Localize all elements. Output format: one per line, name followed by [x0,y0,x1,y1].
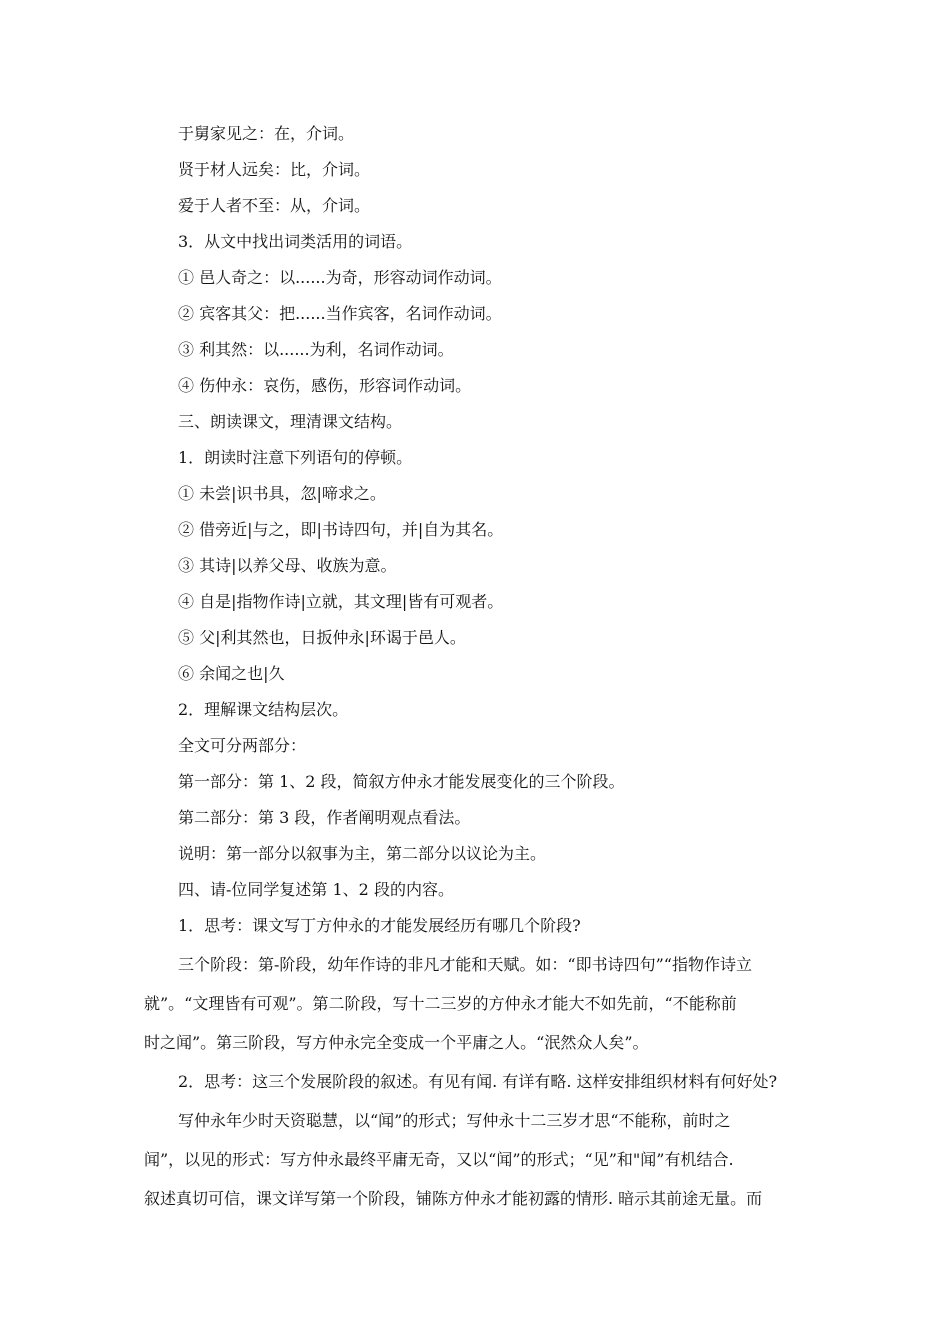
text-line: 第一部分：第 1、2 段，简叙方仲永才能发展变化的三个阶段。 [178,772,625,791]
text-line: 爱于人者不至：从，介词。 [178,196,371,215]
text-line: ① 未尝|识书具，忽|啼求之。 [178,484,386,503]
text-line: 2．理解课文结构层次。 [178,700,349,719]
paragraph-line: 写仲永年少时天资聪慧，以“闻”的形式；写仲永十二三岁才思“不能称，前时之 [178,1111,731,1130]
text-line: ⑥ 余闻之也|久 [178,664,285,683]
text-line: 第二部分：第 3 段，作者阐明观点看法。 [178,808,471,827]
paragraph-line: 就”。“文理皆有可观”。第二阶段，写十二三岁的方仲永才能大不如先前，“不能称前 [144,994,737,1013]
text-line: 说明：第一部分以叙事为主，第二部分以议论为主。 [178,844,547,863]
text-line: 2．思考：这三个发展阶段的叙述。有见有闻. 有详有略. 这样安排组织材料有何好处? [178,1072,778,1091]
text-line: ④ 伤仲永：哀伤，感伤，形容词作动词。 [178,376,472,395]
section-heading: 四、请-位同学复述第 1、2 段的内容。 [178,880,454,899]
text-line: ① 邑人奇之：以......为奇，形容动词作动词。 [178,268,502,287]
text-line: ③ 其诗|以养父母、收族为意。 [178,556,397,575]
text-line: 1．思考：课文写丁方仲永的才能发展经历有哪几个阶段? [178,916,581,935]
paragraph-line: 三个阶段：第-阶段，幼年作诗的非凡才能和天赋。如：“即书诗四句”“指物作诗立 [178,955,752,974]
section-heading: 三、朗读课文，理清课文结构。 [178,412,403,431]
text-line: 全文可分两部分： [178,736,307,755]
text-line: 1．朗读时注意下列语句的停顿。 [178,448,413,467]
text-line: 贤于材人远矣：比，介词。 [178,160,371,179]
text-line: ④ 自是|指物作诗|立就，其文理|皆有可观者。 [178,592,504,611]
text-line: ③ 利其然：以......为利，名词作动词。 [178,340,454,359]
paragraph-line: 时之闻”。第三阶段，写方仲永完全变成一个平庸之人。“泯然众人矣”。 [144,1033,649,1052]
text-line: ⑤ 父|利其然也，日扳仲永|环谒于邑人。 [178,628,466,647]
text-line: ② 借旁近|与之，即|书诗四句，并|自为其名。 [178,520,504,539]
paragraph-line: 叙述真切可信，课文详写第一个阶段，铺陈方仲永才能初露的情形. 暗示其前途无量。而 [144,1189,763,1208]
text-line: ② 宾客其父：把......当作宾客，名词作动词。 [178,304,502,323]
text-line: 于舅家见之：在，介词。 [178,124,355,143]
text-line: 3．从文中找出词类活用的词语。 [178,232,413,251]
paragraph-line: 闻”，以见的形式：写方仲永最终平庸无奇，又以“闻”的形式；“见”和"闻”有机结合. [144,1150,734,1169]
